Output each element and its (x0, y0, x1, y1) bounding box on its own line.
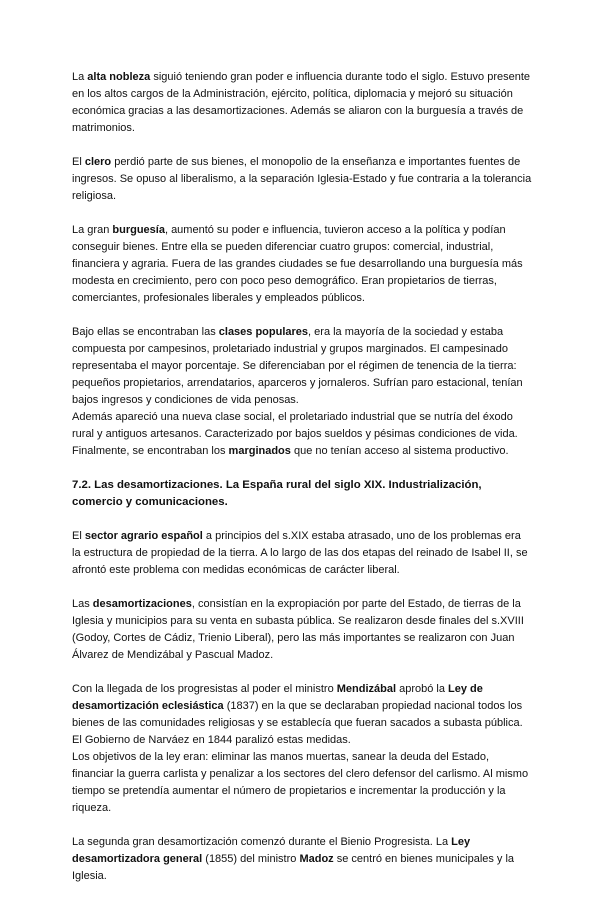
text-segment: , era la mayoría de la sociedad y estaba compuesta por campesinos, proletariado industrial y grupos marginados. El campesinado representaba el mayor porcentaje. Se diferenciaban por el régimen de tenencia de la tierra: pequeños propietarios, arrendatarios, aparceros y jornaleros. Sufrían paro estacional, tenían bajos ingresos y condiciones de vida penosas. (72, 326, 523, 406)
text-segment: (1855) del ministro (202, 853, 300, 865)
text-segment: La segunda gran desamortización comenzó durante el Bienio Progresista. La (72, 836, 452, 848)
bold-text-segment: clases populares (218, 326, 309, 338)
text-segment: , consistían en la expropiación por parte del Estado, de tierras de la Iglesia y municipios para su venta en subasta pública. Se realizaron desde finales del s.XVIII (Godoy, Cortes de Cádiz, Trienio Liberal), pero las más importantes se realizaron con Juan Álvarez de Mendizábal y Pascual Madoz. (72, 598, 524, 661)
text-segment: que no tenían acceso al sistema productivo. (290, 445, 509, 457)
text-segment: La (72, 71, 88, 83)
bold-text-segment: marginados (228, 445, 291, 457)
paragraph-mendizabal (72, 681, 532, 749)
paragraph-desamortizaciones (72, 596, 532, 664)
text-segment: Bajo ellas se encontraban las (72, 326, 219, 338)
paragraph-clases-populares (72, 324, 532, 409)
bold-text-segment: sector agrario español (84, 530, 203, 542)
bold-text-segment: alta nobleza (87, 71, 151, 83)
paragraph-clero (72, 154, 532, 205)
text-segment: se centró en bienes municipales y la Iglesia. (72, 853, 515, 882)
text-segment: Además apareció una nueva clase social, el proletariado industrial que se nutría del éxodo rural y antiguos artesanos. Caracterizado por bajos sueldos y pésimas condiciones de vida. Finalmente, se encontraban los (72, 411, 518, 457)
bold-text-segment: 7.2. Las desamortizaciones. La España rural del siglo XIX. Industrialización, comercio y comunicaciones. (72, 479, 482, 508)
text-segment: siguió teniendo gran poder e influencia durante todo el siglo. Estuvo presente en los altos cargos de la Administración, ejército, política, diplomacia y mejoró su situación económica gracias a las desamortizaciones. Además se aliaron con la burguesía a través de matrimonios. (72, 71, 531, 134)
bold-text-segment: burguesía (112, 224, 165, 236)
text-segment: El (72, 530, 85, 542)
text-segment: aprobó la (396, 683, 449, 695)
paragraph-proletariado (72, 409, 532, 460)
text-segment: , aumentó su poder e influencia, tuvieron acceso a la política y podían conseguir bienes. Entre ella se pueden diferenciar cuatro grupos: comercial, industrial, financiera y agraria. Fuera de las grandes ciudades se fue desarrollando una burguesía más modesta en crecimiento, pero con poco peso demográfico. Eran propietarios de tierras, comerciantes, profesionales liberales y empleados públicos. (72, 224, 523, 304)
text-segment: (1837) en la que se declaraban propiedad nacional todos los bienes de las comunidades religiosas y se establecía que fueran sacados a subasta pública. El Gobierno de Narváez en 1844 paralizó estas medidas. (72, 700, 523, 746)
bold-text-segment: desamortizaciones (92, 598, 192, 610)
paragraph-burguesia (72, 222, 532, 307)
paragraph-sector-agrario (72, 528, 532, 579)
paragraph-madoz (72, 834, 532, 885)
text-segment: a principios del s.XIX estaba atrasado, uno de los problemas era la estructura de propiedad de la tierra. A lo largo de las dos etapas del reinado de Isabel II, se afrontó este problema con medidas económicas de carácter liberal. (72, 530, 528, 576)
bold-text-segment: clero (84, 156, 112, 168)
paragraph-objetivos (72, 749, 532, 817)
bold-text-segment: Mendizábal (336, 683, 397, 695)
text-segment: Con la llegada de los progresistas al poder el ministro (72, 683, 337, 695)
bold-text-segment: Ley desamortizadora general (72, 836, 471, 865)
text-segment: Los objetivos de la ley eran: eliminar las manos muertas, sanear la deuda del Estado, financiar la guerra carlista y penalizar a los sectores del clero defensor del carlismo. Al mismo tiempo se pretendía aumentar el número de propietarios e incrementar la producción y la riqueza. (72, 751, 529, 814)
text-segment: Las (72, 598, 93, 610)
text-segment: perdió parte de sus bienes, el monopolio de la enseñanza e importantes fuentes de ingresos. Se opuso al liberalismo, a la separación Iglesia-Estado y fue contraria a la tolerancia religiosa. (72, 156, 532, 202)
paragraph-alta-nobleza (72, 69, 532, 137)
bold-text-segment: Ley de desamortización eclesiástica (72, 683, 483, 712)
document-page (72, 69, 532, 902)
section-heading (72, 477, 532, 511)
text-segment: La gran (72, 224, 113, 236)
text-segment: El (72, 156, 85, 168)
bold-text-segment: Madoz (299, 853, 334, 865)
